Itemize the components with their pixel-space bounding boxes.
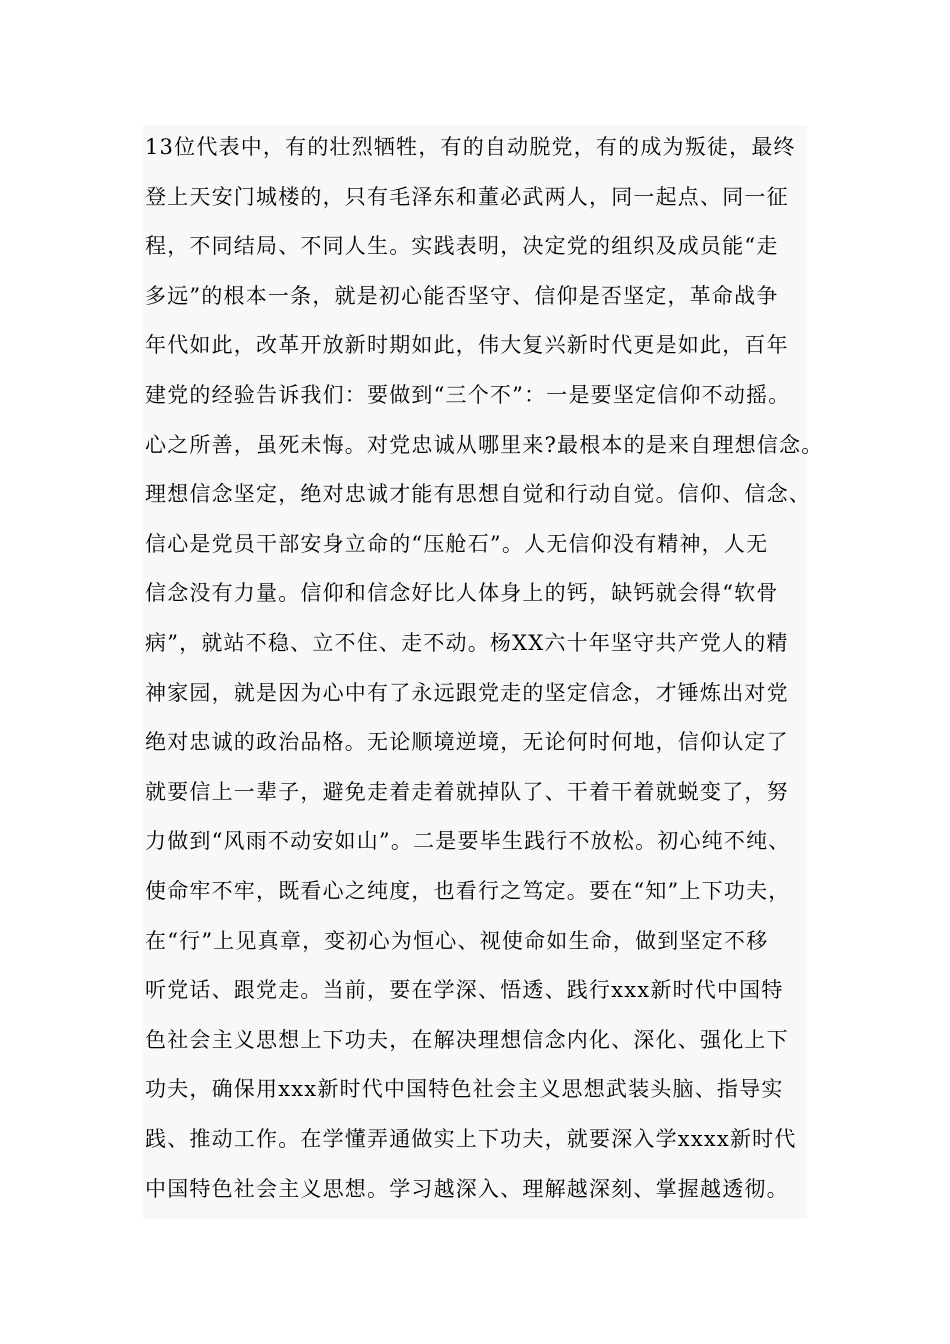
text-line: 理想信念坚定，绝对忠诚才能有思想自觉和行动自觉。信仰、信念、 [145,482,811,507]
text-line: 听党话、跟党走。当前，要在学深、悟透、践行xxx新时代中国特 [145,978,784,1003]
text-line: 信念没有力量。信仰和信念好比人体身上的钙，缺钙就会得“软骨 [145,581,779,606]
text-line: 功夫，确保用xxx新时代中国特色社会主义思想武装头脑、指导实 [145,1077,784,1102]
text-line: 中国特色社会主义思想。学习越深入、理解越深刻、掌握越透彻。 [145,1176,789,1201]
text-line: 登上天安门城楼的，只有毛泽东和董必武两人，同一起点、同一征 [145,184,789,209]
text-line: 心之所善，虽死未悔。对党忠诚从哪里来?最根本的是来自理想信念。 [145,432,824,457]
text-line: 神家园，就是因为心中有了永远跟党走的坚定信念，才锤炼出对党 [145,680,789,705]
text-line: 践、推动工作。在学懂弄通做实上下功夫，就要深入学xxxx新时代 [145,1127,797,1151]
text-line: 信心是党员干部安身立命的“压舱石”。人无信仰没有精神，人无 [145,531,769,556]
text-line: 色社会主义思想上下功夫，在解决理想信念内化、深化、强化上下 [145,1027,789,1052]
text-line: 使命牢不牢，既看心之纯度，也看行之笃定。要在“知”上下功夫， [145,879,791,903]
text-line: 就要信上一辈子，避免走着走着就掉队了、干着干着就蜕变了，努 [145,779,789,804]
text-line: 建党的经验告诉我们：要做到“三个不”：一是要坚定信仰不动摇。 [145,383,791,407]
text-line: 绝对忠诚的政治品格。无论顺境逆境，无论何时何地，信仰认定了 [145,730,789,755]
text-line: 13位代表中，有的壮烈牺牲，有的自动脱党，有的成为叛徒，最终 [145,135,796,159]
text-line: 多远”的根本一条，就是初心能否坚守、信仰是否坚定，革命战争 [145,283,779,308]
text-line: 病”，就站不稳、立不住、走不动。杨XX六十年坚守共产党人的精 [145,631,789,655]
text-line: 程，不同结局、不同人生。实践表明，决定党的组织及成员能“走 [145,234,779,259]
text-line: 力做到“风雨不动安如山”。二是要毕生践行不放松。初心纯不纯、 [145,829,791,854]
text-line: 在“行”上见真章，变初心为恒心、视使命如生命，做到坚定不移 [145,928,769,953]
text-line: 年代如此，改革开放新时期如此，伟大复兴新时代更是如此，百年 [145,333,789,358]
